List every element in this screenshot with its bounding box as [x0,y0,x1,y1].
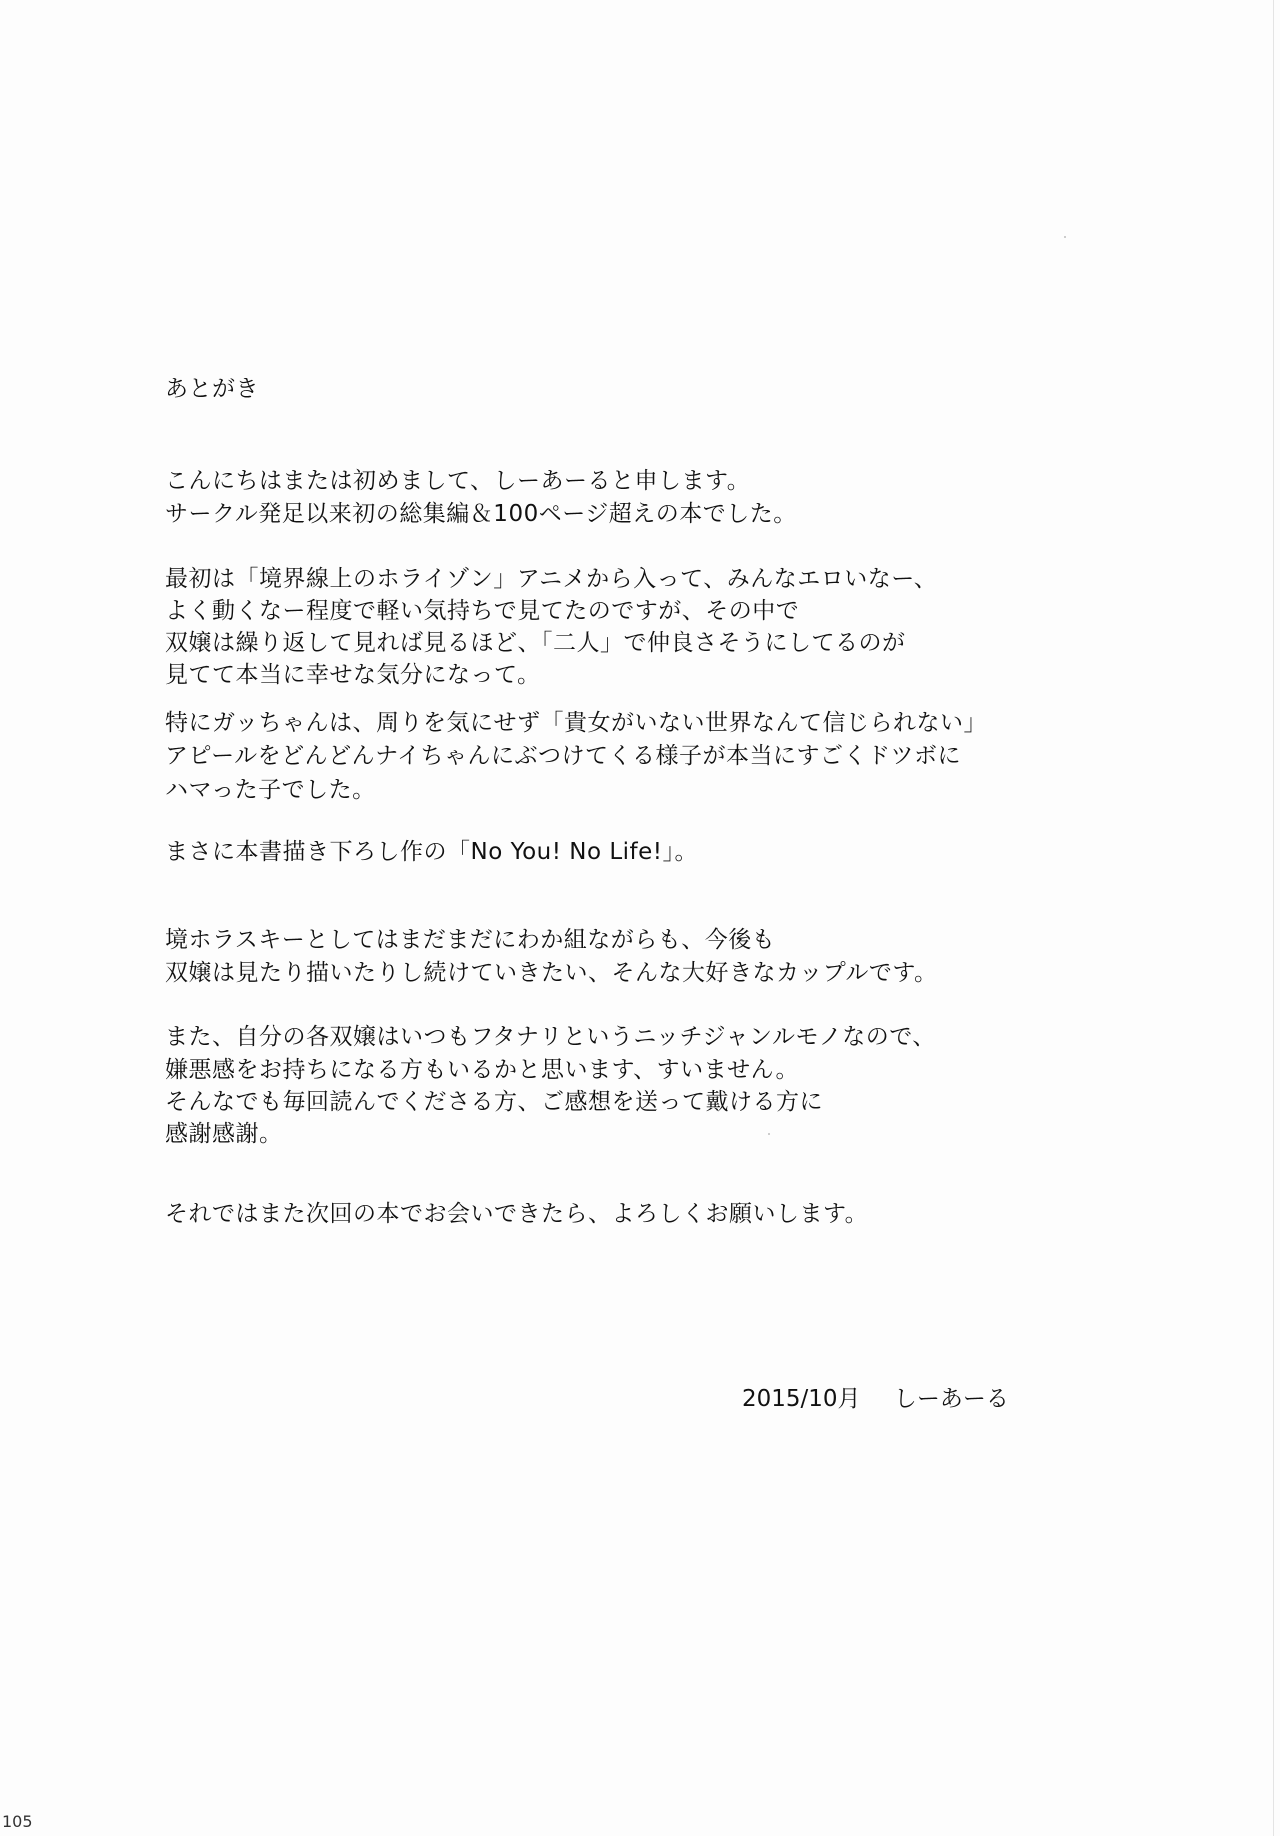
signature-date: 2015/10月 [742,1386,861,1412]
text-line: サークル発足以来初の総集編＆100ページ超えの本でした。 [165,501,797,527]
text-line: こんにちはまたは初めまして、しーあーると申します。 [165,468,751,494]
signature-author: しーあーる [893,1386,1009,1412]
text-line: また、自分の各双嬢はいつもフタナリというニッチジャンルモノなので、 [165,1024,936,1050]
text-line: 双嬢は繰り返して見れば見るほど、「二人」で仲良さそうにしてるのが [165,630,906,656]
scan-speck [1064,236,1066,238]
text-line: そんなでも毎回読んでくださる方、ご感想を送って戴ける方に [165,1089,823,1115]
text-line: 感謝感謝。 [165,1121,283,1147]
text-line: よく動くなー程度で軽い気持ちで見てたのですが、その中で [165,598,800,624]
text-line: 双嬢は見たり描いたりし続けていきたい、そんな大好きなカップルです。 [165,960,938,986]
text-line: 特にガッちゃんは、周りを気にせず「貴女がいない世界なんて信じられない」 [165,710,988,736]
text-line: 見てて本当に幸せな気分になって。 [165,662,541,688]
text-line: それではまた次回の本でお会いできたら、よろしくお願いします。 [165,1201,869,1227]
text-line: アピールをどんどんナイちゃんにぶつけてくる様子が本当にすごくドツボに [165,743,962,769]
text-line: まさに本書描き下ろし作の「No You! No Life!」。 [165,839,699,865]
page-number: 105 [2,1812,33,1831]
signature [742,1384,1009,1414]
text-line: 境ホラスキーとしてはまだまだにわか組ながらも、今後も [165,927,776,953]
scan-speck [768,1133,770,1135]
page-edge [1273,0,1274,1836]
text-line: ハマった子でした。 [165,777,376,803]
text-line: 嫌悪感をお持ちになる方もいるかと思います、すいません。 [165,1057,800,1083]
afterword-heading: あとがき [165,376,259,402]
text-line: 最初は「境界線上のホライゾン」アニメから入って、みんなエロいなー、 [165,566,938,592]
